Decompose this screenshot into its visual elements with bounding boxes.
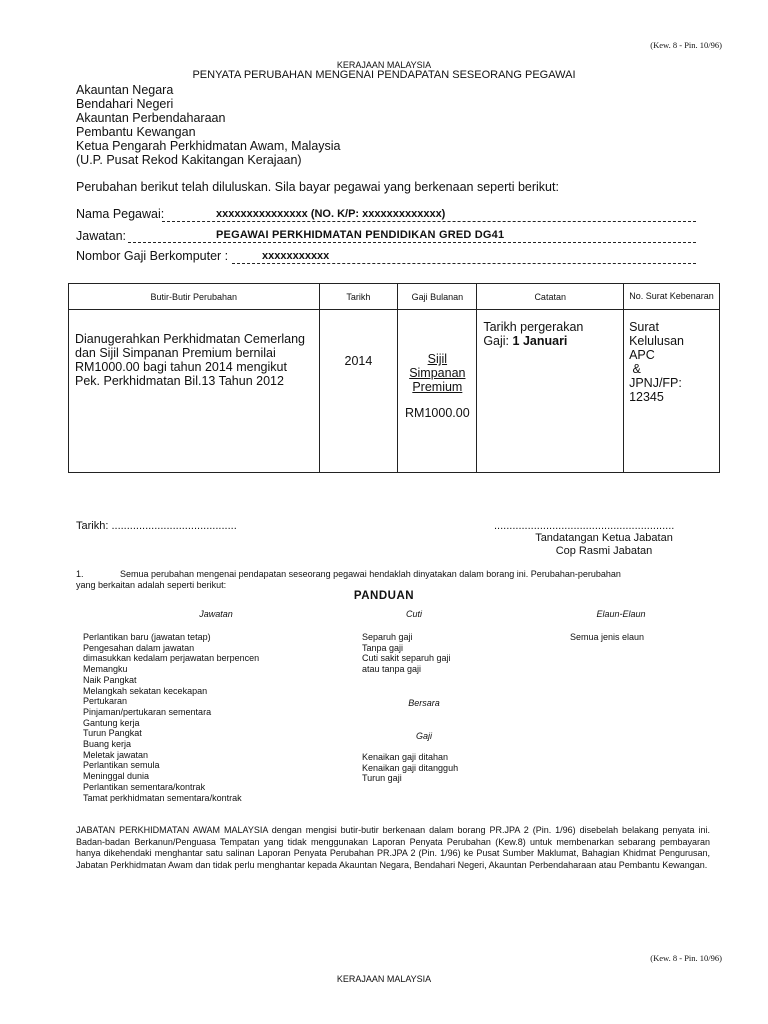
recipient: Ketua Pengarah Perkhidmatan Awam, Malaysia [76, 139, 341, 153]
nama-underline [162, 221, 696, 222]
nama-label: Nama Pegawai: [76, 207, 165, 221]
list-item: atau tanpa gaji [362, 664, 422, 675]
col-header-elaun: Elaun-Elaun [596, 609, 646, 619]
list-item: Gantung kerja [83, 717, 140, 728]
cell-butir [69, 310, 320, 473]
list-item: Buang kerja [83, 739, 132, 750]
list-item: Pertukaran [83, 696, 128, 707]
recipient: Akauntan Negara [76, 83, 174, 97]
list-item: Pinjaman/pertukaran sementara [83, 706, 212, 717]
signature-dots: ........................................................... [494, 520, 675, 532]
catatan-line1: Tarikh pergerakan [483, 320, 584, 334]
header-tarikh: Tarikh [319, 284, 398, 310]
footer-government: KERAJAAN MALAYSIA [336, 974, 432, 984]
butir-text: Dianugerahkan Perkhidmatan Cemerlang dan Sijil Simpanan Premium bernilai RM1000.00 bagi tahun 2014 mengikut Pek. Perkhidmatan Bil.13 Tahun 2012 [75, 332, 305, 388]
tarikh-value: 2014 [344, 354, 373, 368]
tarikh-line: Tarikh: ......................................... [76, 520, 237, 532]
changes-table [68, 283, 720, 473]
cell-gaji [398, 310, 477, 473]
col-header-jawatan: Jawatan [199, 609, 233, 619]
list-item: Perlantikan baru (jawatan tetap) [83, 632, 211, 642]
catatan-line2: Gaji: 1 Januari [483, 334, 568, 348]
jawatan-label: Jawatan: [76, 229, 127, 243]
list-item: Tanpa gaji [362, 642, 404, 653]
note-number: 1. [76, 569, 84, 579]
nama-value: xxxxxxxxxxxxxxx (NO. K/P: xxxxxxxxxxxxx) [216, 208, 446, 220]
document-title: PENYATA PERUBAHAN MENGENAI PENDAPATAN SESEORANG PEGAWAI [192, 69, 576, 81]
bersara-title: Bersara [408, 698, 440, 708]
note-text-line1: Semua perubahan mengenai pendapatan seseorang pegawai hendaklah dinyatakan dalam borang ini. Perubahan-perubahan [120, 569, 621, 579]
elaun-list [570, 632, 644, 643]
surat-text: Surat Kelulusan APC & JPNJ/FP: 12345 [629, 320, 684, 404]
gaji-list [362, 752, 458, 784]
signature-caption: Tandatangan Ketua Jabatan [535, 532, 673, 544]
instruction-paragraph: JABATAN PERKHIDMATAN AWAM MALAYSIA dengan mengisi butir-butir berkenaan dalam borang PR.JPA 2 (Pin. 1/96) disebelah belakang penyata ini. Badan-badan Berkanun/Penguasa Tempatan yang tidak menggunakan Laporan Penyata Perubahan (Kew.8) untuk membenarkan sebarang pembayaran hanya dikehendaki menghantar satu salinan Laporan Penyata Perubahan PR.JPA 2 (Pin. 1/96) ke Pusat Sumber Maklumat, Bahagian Khidmat Pengurusan, Jabatan Perkhidmatan Awam dan tidak perlu menghantar kepada Akauntan Negara, Bendahari Negeri, Akauntan Perbendaharaan atau Pembantu Kewangan. [76, 825, 710, 870]
cell-surat [624, 310, 720, 473]
header-gaji: Gaji Bulanan [398, 284, 477, 310]
list-item: Turun Pangkat [83, 728, 142, 739]
cell-tarikh [319, 310, 398, 473]
recipient: Pembantu Kewangan [76, 125, 196, 139]
form-code-bottom: (Kew. 8 - Pin. 10/96) [650, 953, 722, 963]
header-surat: No. Surat Kebenaran [624, 284, 720, 310]
cell-catatan [477, 310, 624, 473]
gaji-amount: RM1000.00 [405, 406, 470, 420]
gaji-value: xxxxxxxxxxx [262, 250, 330, 262]
jawatan-list [83, 632, 259, 803]
header-butir: Butir-Butir Perubahan [69, 284, 320, 310]
list-item: Tamat perkhidmatan sementara/kontrak [83, 792, 242, 803]
form-code: (Kew. 8 - Pin. 10/96) [650, 40, 722, 50]
gaji-label: Nombor Gaji Berkomputer : [76, 249, 229, 263]
list-item: Meninggal dunia [83, 771, 150, 782]
list-item: dimasukkan kedalam perjawatan berpencen [83, 653, 260, 664]
recipient: Akauntan Perbendaharaan [76, 111, 226, 125]
recipient: Bendahari Negeri [76, 97, 174, 111]
stamp-caption: Cop Rasmi Jabatan [555, 545, 653, 557]
list-item: Meletak jawatan [83, 749, 149, 760]
note-text-line2: yang berkaitan adalah seperti berikut: [76, 580, 227, 590]
table-header-row [69, 284, 720, 310]
recipient-list [76, 83, 341, 167]
list-item: Kenaikan gaji ditangguh [362, 762, 459, 773]
list-item: Cuti sakit separuh gaji [362, 653, 451, 664]
table-row [69, 310, 720, 473]
intro-text: Perubahan berikut telah diluluskan. Sila bayar pegawai yang berkenaan seperti berikut: [76, 180, 559, 194]
panduan-title: PANDUAN [353, 590, 415, 602]
header-government: KERAJAAN MALAYSIA [336, 60, 432, 70]
list-item: Turun gaji [362, 773, 402, 784]
col-header-cuti: Cuti [405, 609, 422, 619]
list-item: Semua jenis elaun [570, 632, 645, 642]
gaji-underline [232, 263, 696, 264]
list-item: Naik Pangkat [83, 674, 137, 685]
list-item: Kenaikan gaji ditahan [362, 752, 449, 762]
jawatan-underline [128, 242, 696, 243]
list-item: Memangku [83, 664, 128, 675]
list-item: Melangkah sekatan kecekapan [83, 685, 208, 696]
list-item: Perlantikan semula [83, 760, 160, 771]
list-item: Separuh gaji [362, 632, 413, 642]
list-item: Pengesahan dalam jawatan [83, 642, 195, 653]
list-item: Perlantikan sementara/kontrak [83, 781, 206, 792]
header-catatan: Catatan [477, 284, 624, 310]
cuti-list [362, 632, 451, 675]
gaji-item: Sijil Simpanan Premium [409, 352, 466, 394]
jawatan-value: PEGAWAI PERKHIDMATAN PENDIDIKAN GRED DG41 [216, 229, 505, 241]
recipient: (U.P. Pusat Rekod Kakitangan Kerajaan) [76, 153, 302, 167]
gaji-section-title: Gaji [415, 731, 432, 741]
